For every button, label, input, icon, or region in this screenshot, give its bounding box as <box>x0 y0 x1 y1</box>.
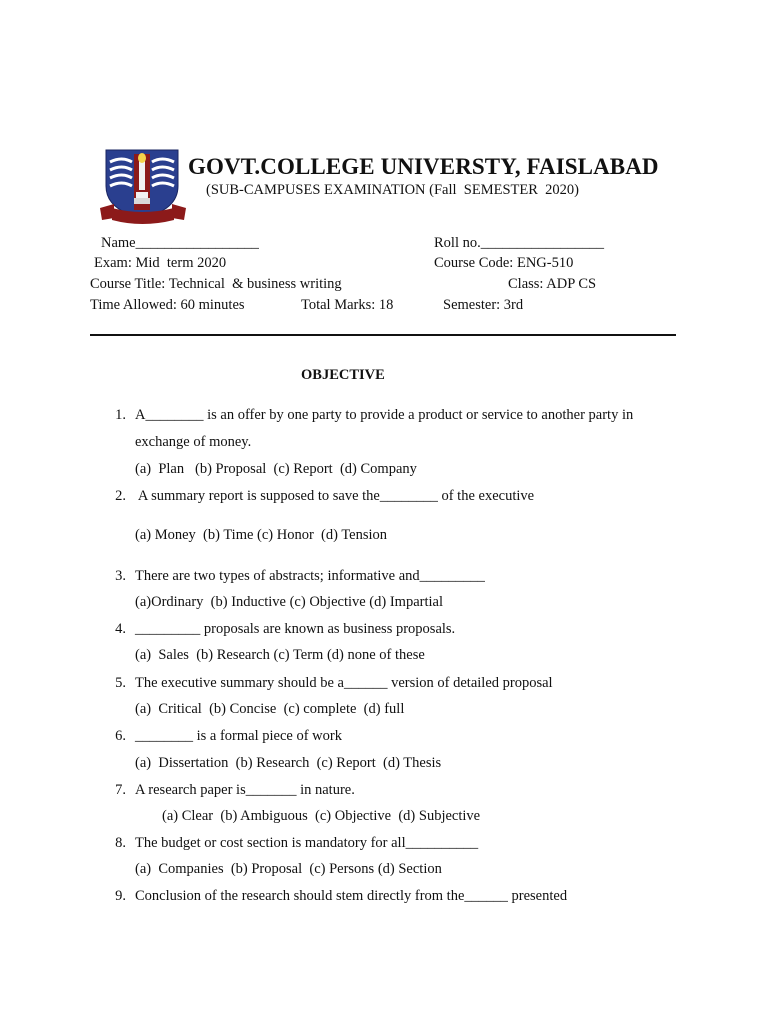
exam-label: Exam: Mid term 2020 <box>94 255 227 271</box>
section-heading: OBJECTIVE <box>301 367 385 383</box>
question-text: The executive summary should be a______ version of detailed proposal <box>135 675 553 691</box>
question-text: A research paper is_______ in nature. <box>135 782 355 798</box>
question-number: 1. <box>115 407 126 423</box>
question-options: (a)Ordinary (b) Inductive (c) Objective (d) Impartial <box>135 594 443 610</box>
question-options: (a) Plan (b) Proposal (c) Report (d) Company <box>135 461 417 477</box>
question-options: (a) Sales (b) Research (c) Term (d) none of these <box>135 647 425 663</box>
question-options: (a) Dissertation (b) Research (c) Report (d) Thesis <box>135 755 442 771</box>
course-title-label: Course Title: Technical & business writing <box>90 276 342 292</box>
question-text: _________ proposals are known as business proposals. <box>135 621 456 637</box>
semester-label: Semester: 3rd <box>443 297 524 313</box>
exam-subtitle: (SUB-CAMPUSES EXAMINATION (Fall SEMESTER 2020) <box>206 182 579 198</box>
total-marks-label: Total Marks: 18 <box>301 297 394 313</box>
question-text: A summary report is supposed to save the________ of the executive <box>135 488 535 504</box>
question-text: A________ is an offer by one party to provide a product or service to another party in <box>135 407 634 423</box>
course-code-label: Course Code: ENG-510 <box>434 255 574 271</box>
question-options: (a) Clear (b) Ambiguous (c) Objective (d) Subjective <box>162 808 481 824</box>
question-number: 9. <box>115 888 126 904</box>
question-number: 3. <box>115 568 126 584</box>
name-field: Name_________________ <box>101 235 259 251</box>
class-label: Class: ADP CS <box>508 276 597 292</box>
question-options: (a) Critical (b) Concise (c) complete (d) full <box>135 701 405 717</box>
question-options: (a) Money (b) Time (c) Honor (d) Tension <box>135 527 388 543</box>
roll-no-field: Roll no._________________ <box>434 235 604 251</box>
header-divider <box>90 334 676 336</box>
question-number: 5. <box>115 675 126 691</box>
question-text: There are two types of abstracts; informative and_________ <box>135 568 485 584</box>
question-number: 2. <box>115 488 126 504</box>
question-options: (a) Companies (b) Proposal (c) Persons (d) Section <box>135 861 442 877</box>
question-text: ________ is a formal piece of work <box>135 728 342 744</box>
time-allowed-label: Time Allowed: 60 minutes <box>90 297 245 313</box>
question-number: 6. <box>115 728 126 744</box>
question-text: Conclusion of the research should stem directly from the______ presented <box>135 888 568 904</box>
question-number: 4. <box>115 621 126 637</box>
question-text-continued: exchange of money. <box>135 434 252 450</box>
university-logo <box>98 148 188 226</box>
university-title: GOVT.COLLEGE UNIVERSTY, FAISLABAD <box>188 154 659 179</box>
question-text: The budget or cost section is mandatory for all__________ <box>135 835 479 851</box>
question-number: 8. <box>115 835 126 851</box>
question-number: 7. <box>115 782 126 798</box>
